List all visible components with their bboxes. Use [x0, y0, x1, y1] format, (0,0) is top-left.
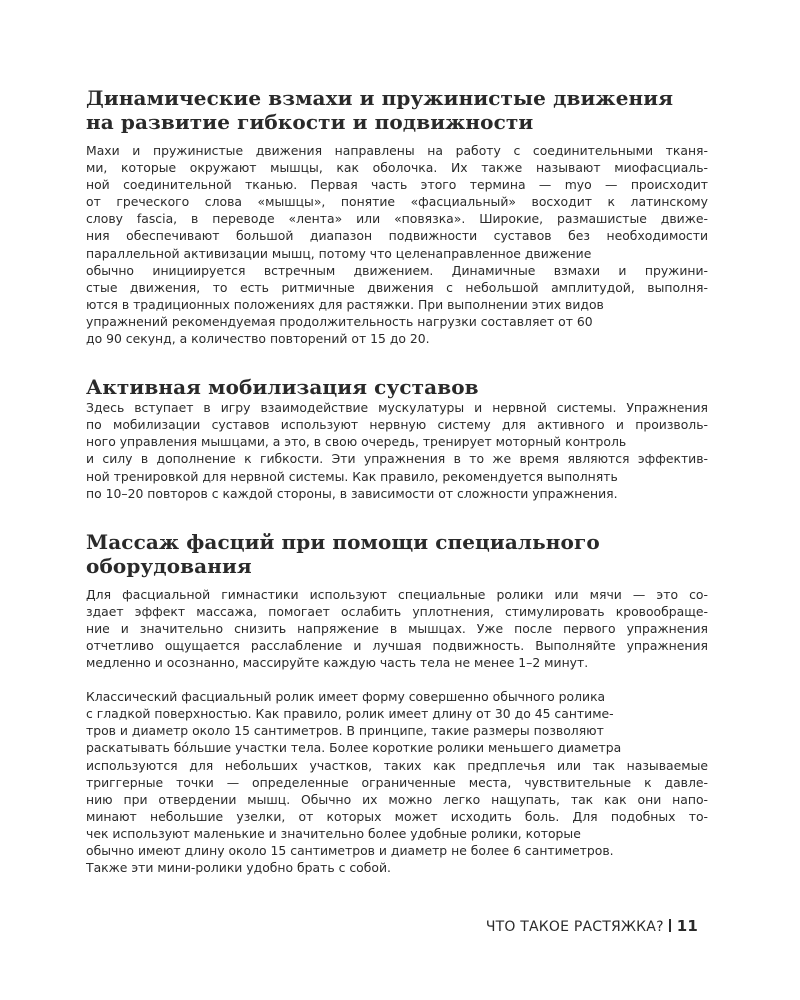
- text-line: ние и значительно снизить напряжение в мышцах. Уже после первого упражнения: [86, 620, 708, 636]
- text-line: триггерные точки — определенные ограниченные места, чувствительные к давле-: [86, 774, 708, 790]
- page-footer: [486, 917, 698, 935]
- text-line: Классический фасциальный ролик имеет форму совершенно обычного ролика: [86, 689, 606, 705]
- text-line: минают небольшие узелки, от которых может исходить боль. Для подобных то-: [86, 808, 708, 824]
- text-line: от греческого слова «мышцы», понятие «фасциальный» восходит к латинскому: [86, 194, 708, 210]
- title-line: на развитие гибкости и подвижности: [86, 110, 534, 134]
- running-title: ЧТО ТАКОЕ РАСТЯЖКА?: [485, 919, 664, 935]
- section-title-fascia-massage: [86, 530, 708, 578]
- footer-separator: [669, 919, 671, 932]
- title-line: Массаж фасций при помощи специального: [86, 529, 600, 554]
- text-line: ного управления мышцами, а это, в свою очередь, тренирует моторный контроль: [86, 434, 627, 450]
- text-line: стые движения, то есть ритмичные движения с небольшой амплитудой, выполня-: [86, 279, 708, 295]
- text-line: нию при отвердении мышц. Обычно их можно легко нащупать, так как они напо-: [86, 791, 708, 807]
- page-content: [86, 86, 708, 876]
- page-number: 11: [676, 917, 698, 935]
- text-line: раскатывать бóльшие участки тела. Более короткие ролики меньшего диаметра: [86, 740, 622, 756]
- text-line: медленно и осознанно, массируйте каждую часть тела не менее 1–2 минут.: [86, 655, 589, 671]
- text-line: здает эффект массажа, помогает ослабить уплотнения, стимулировать кровообраще-: [86, 603, 708, 619]
- text-line: тров и диаметр около 15 сантиметров. В принципе, такие размеры позволяют: [86, 723, 604, 739]
- text-line: и силу в дополнение к гибкости. Эти упражнения в то же время являются эффектив-: [86, 451, 708, 467]
- text-line: отчетливо ощущается расслабление и лучшая подвижность. Выполняйте упражнения: [86, 637, 708, 653]
- text-line: упражнений рекомендуемая продолжительность нагрузки составляет от 60: [86, 313, 593, 329]
- text-line: используются для небольших участков, таких как предплечья или так называемые: [86, 757, 708, 773]
- text-line: обычно имеют длину около 15 сантиметров и диаметр не более 6 сантиметров.: [86, 843, 614, 858]
- text-line: Махи и пружинистые движения направлены на работу с соединительными тканя-: [86, 143, 708, 158]
- text-line: ми, которые окружают мышцы, как оболочка. Их также называют миофасциаль-: [86, 160, 708, 176]
- text-line: ной соединительной тканью. Первая часть этого термина — myo — происходит: [86, 177, 708, 193]
- text-line: Также эти мини-ролики удобно брать с собой.: [86, 860, 391, 876]
- text-line: по 10–20 повторов с каждой стороны, в зависимости от сложности упражнения.: [86, 485, 618, 501]
- section-body-fascia-massage-p2: [86, 688, 708, 876]
- text-line: ния обеспечивают большой диапазон подвижности суставов без необходимости: [86, 228, 708, 244]
- text-line: Здесь вступает в игру взаимодействие мускулатуры и нервной системы. Упражнения: [86, 400, 708, 416]
- title-line: Активная мобилизация суставов: [86, 375, 479, 400]
- text-line: чек используют маленькие и значительно более удобные ролики, которые: [86, 825, 581, 841]
- text-line: параллельной активизации мышц, потому что целенаправленное движение: [86, 245, 592, 261]
- text-line: с гладкой поверхностью. Как правило, ролик имеет длину от 30 до 45 сантиме-: [86, 706, 614, 722]
- text-line: слову fascia, в переводе «лента» или «повязка». Широкие, размашистые движе-: [86, 211, 708, 227]
- title-line: оборудования: [86, 553, 252, 578]
- text-line: ются в традиционных положениях для растяжки. При выполнении этих видов: [86, 296, 604, 312]
- section-title-dynamic-swings: [86, 86, 708, 134]
- text-line: обычно инициируется встречным движением. Динамичные взмахи и пружини-: [86, 262, 708, 278]
- title-line: Динамические взмахи и пружинистые движения: [86, 86, 674, 110]
- section-title-joint-mobilization: [86, 375, 708, 399]
- text-line: до 90 секунд, а количество повторений от 15 до 20.: [86, 331, 430, 347]
- section-body-fascia-massage-p1: [86, 586, 708, 671]
- section-body-dynamic-swings: [86, 142, 708, 347]
- text-line: ной тренировкой для нервной системы. Как правило, рекомендуется выполнять: [86, 468, 618, 484]
- text-line: по мобилизации суставов используют нервную систему для активного и произволь-: [86, 417, 708, 433]
- section-body-joint-mobilization: [86, 399, 708, 502]
- text-line: Для фасциальной гимнастики используют специальные ролики или мячи — это со-: [86, 586, 708, 602]
